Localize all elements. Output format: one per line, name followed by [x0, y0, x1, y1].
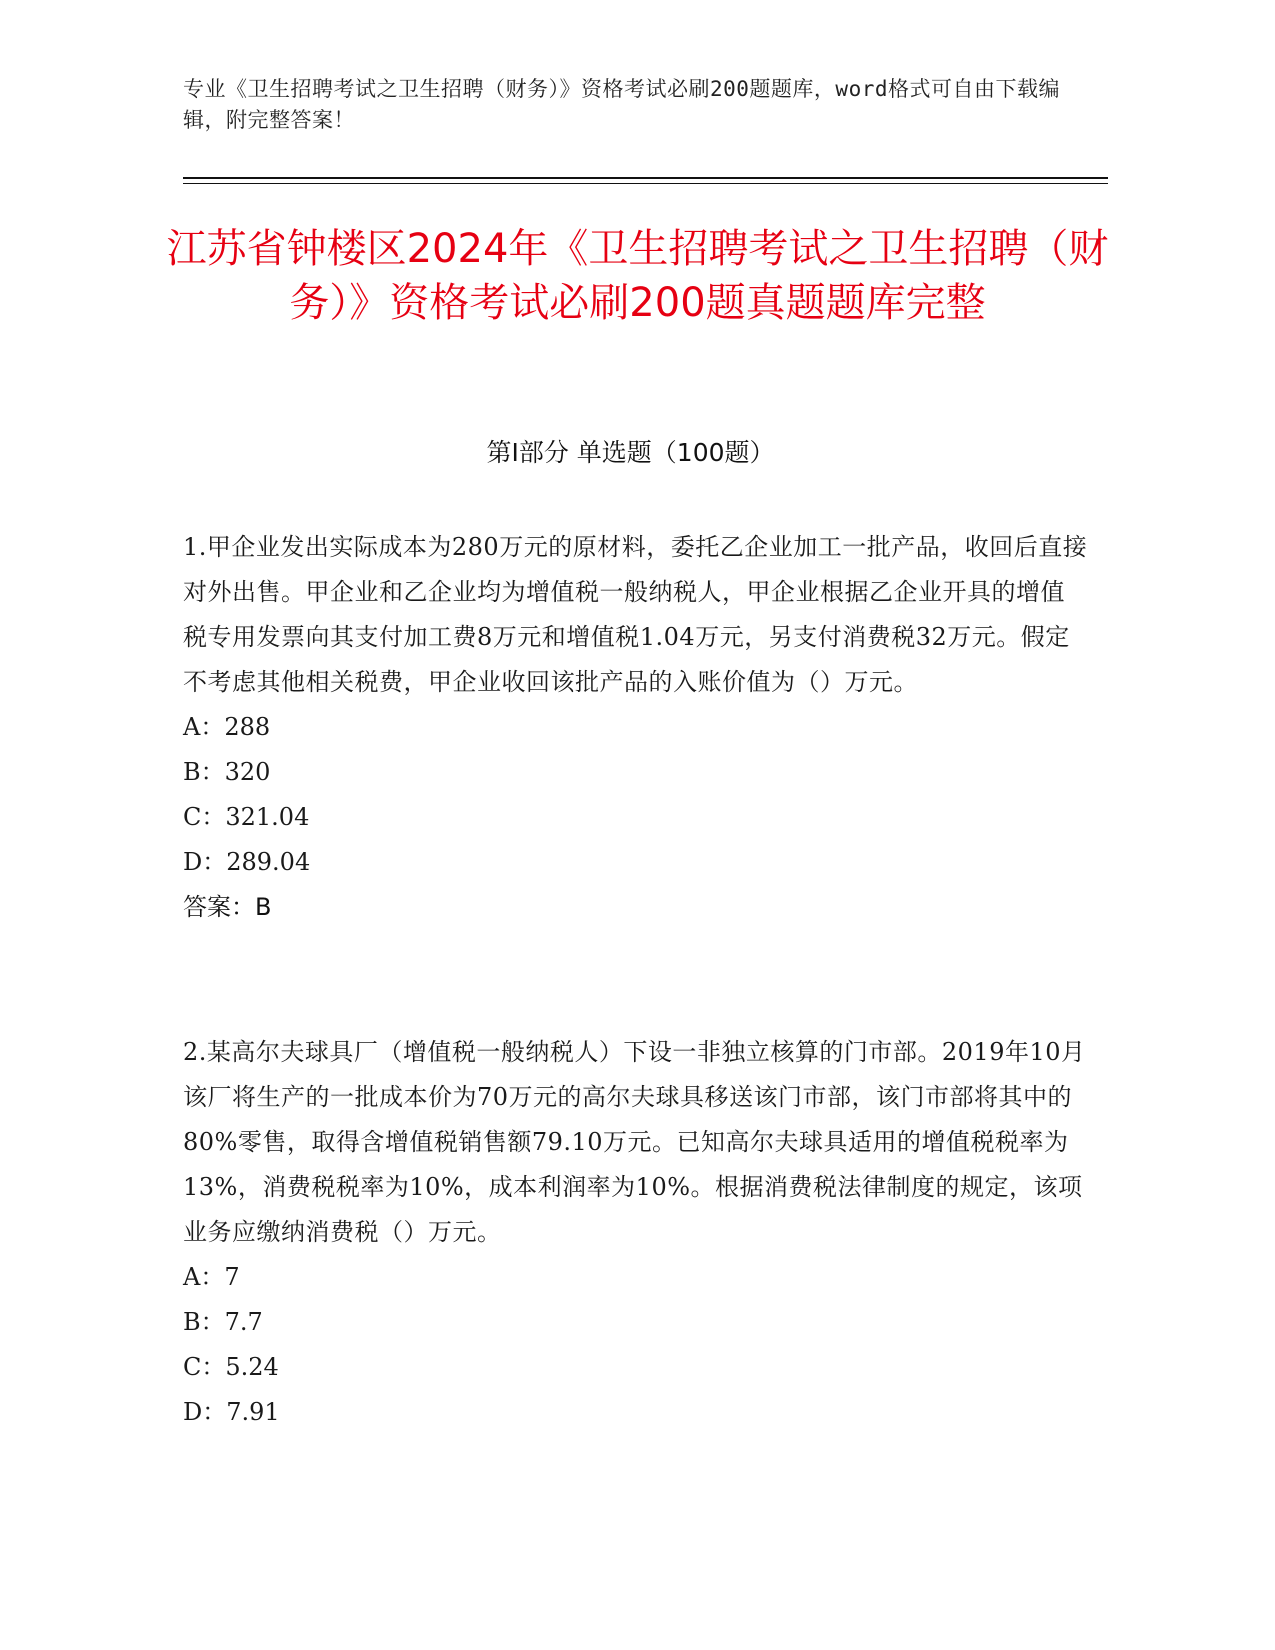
- option-list: [183, 1255, 1088, 1435]
- option-b: B：7.7: [183, 1308, 263, 1336]
- answer-line: 答案：B: [183, 893, 272, 921]
- option-a: A：7: [183, 1263, 240, 1291]
- question-stem: 1.甲企业发出实际成本为280万元的原材料，委托乙企业加工一批产品，收回后直接对外出售。甲企业和乙企业均为增值税一般纳税人，甲企业根据乙企业开具的增值税专用发票向其支付加工费8万元和增值税1.04万元，另支付消费税32万元。假定不考虑其他相关税费，甲企业收回该批产品的入账价值为（）万元。: [183, 533, 1088, 696]
- section-heading: 第I部分 单选题（100题）: [486, 438, 775, 467]
- option-a: A：288: [183, 713, 271, 741]
- option-d: D：289.04: [183, 848, 311, 876]
- option-list: [183, 705, 1088, 885]
- header-divider-thick: [183, 177, 1108, 179]
- option-c: C：5.24: [183, 1353, 279, 1381]
- option-b: B：320: [183, 758, 271, 786]
- question-stem: 2.某高尔夫球具厂（增值税一般纳税人）下设一非独立核算的门市部。2019年10月该厂将生产的一批成本价为70万元的高尔夫球具移送该门市部，该门市部将其中的80%零售，取得含增值税销售额79.10万元。已知高尔夫球具适用的增值税税率为13%，消费税税率为10%，成本利润率为10%。根据消费税法律制度的规定，该项业务应缴纳消费税（）万元。: [183, 1038, 1086, 1246]
- option-c: C：321.04: [183, 803, 310, 831]
- option-d: D：7.91: [183, 1398, 280, 1426]
- header-note: 专业《卫生招聘考试之卫生招聘（财务）》资格考试必刷200题题库，word格式可自由下载编辑，附完整答案！: [183, 77, 1060, 132]
- question-2: [183, 1030, 1088, 1435]
- question-1: [183, 525, 1088, 929]
- document-title: 江苏省钟楼区2024年《卫生招聘考试之卫生招聘（财务）》资格考试必刷200题真题题库完整: [166, 226, 1109, 326]
- header-divider-thin: [183, 183, 1108, 184]
